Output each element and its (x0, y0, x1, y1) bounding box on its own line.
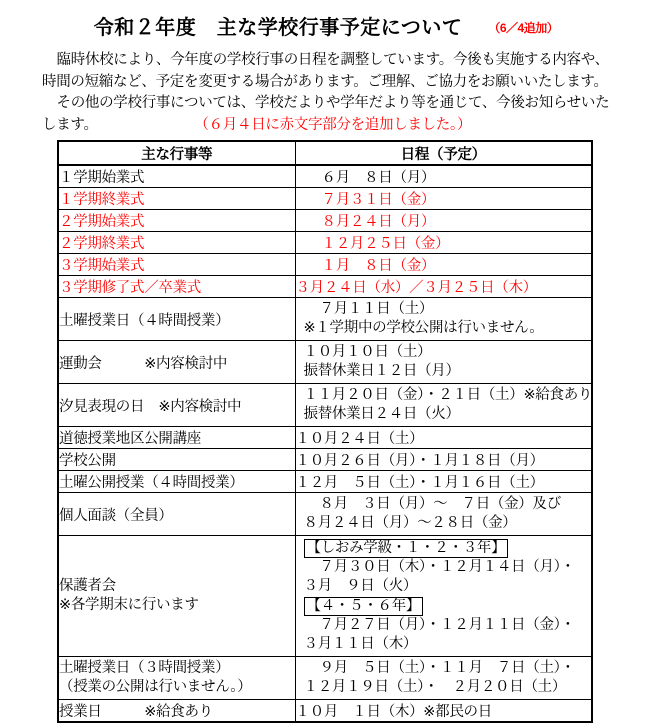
event-date-cell: １０月２４日（土） (295, 427, 592, 449)
column-header-date: 日程（予定） (295, 141, 592, 165)
table-row (58, 188, 592, 210)
event-date-cell (295, 657, 592, 700)
date-line: ７月１１日（土） (319, 301, 434, 317)
date-lines (296, 536, 592, 656)
event-date-cell (295, 536, 592, 657)
table-body (58, 165, 592, 722)
event-date-cell: ６月 ８日（月） (295, 165, 592, 188)
title-addition-note: （6／4追加） (488, 21, 559, 35)
event-name-cell: 個人面談（全員） (58, 493, 295, 536)
table-header (58, 141, 592, 165)
date-line: ※１学期中の学校公開は行いません。 (303, 320, 544, 336)
event-name-cell (58, 536, 295, 657)
event-name-cell: 授業日 ※給食あり (58, 700, 295, 723)
event-name-cell: ２学期終業式 (58, 232, 295, 254)
date-line: ９月 ５日（土）・１１月 ７日（土）・ (319, 660, 575, 676)
intro-paragraph (42, 50, 614, 136)
date-line: １０月１０日（土） (303, 344, 432, 360)
page-title (0, 11, 652, 40)
date-line: ３月１１日（木） (303, 636, 418, 652)
event-name-cell: 土曜公開授業（４時間授業） (58, 471, 295, 493)
date-line: ７月２７日（月）・１２月１１日（金）・ (319, 617, 575, 633)
table-row-parent-meeting (58, 536, 592, 657)
table-row (58, 700, 592, 723)
schedule-table (57, 140, 593, 723)
date-lines (296, 298, 592, 340)
event-name-cell (58, 657, 295, 700)
intro-line-1: 臨時休校により、今年度の学校行事の日程を調整しています。今後も実施する内容や、 (56, 52, 609, 68)
table-row (58, 471, 592, 493)
event-date-cell: １０月２６日（月）・１月１８日（月） (295, 449, 592, 471)
page-title-text: 令和２年度 主な学校行事予定について (93, 17, 463, 39)
event-date-cell (295, 493, 592, 536)
table-row (58, 384, 592, 427)
date-line: 振替休業日１２日（月） (303, 363, 460, 379)
date-line: １２月１９日（土）・ ２月２０日（土） (303, 679, 567, 695)
event-date-cell: ７月３１日（金） (295, 188, 592, 210)
group1-label-box (304, 538, 592, 558)
event-name-cell: ３学期始業式 (58, 254, 295, 276)
event-date-cell: １２月２５日（金） (295, 232, 592, 254)
table-row (58, 493, 592, 536)
event-name-cell: 土曜授業日（４時間授業） (58, 298, 295, 341)
event-date-cell (295, 384, 592, 427)
event-line: 土曜授業日（３時間授業） (59, 660, 230, 676)
date-line: ８月 ３日（月）～ ７日（金）及び (319, 496, 561, 512)
column-header-event: 主な行事等 (58, 141, 295, 165)
event-name-cell: ３学期修了式／卒業式 (58, 276, 295, 298)
table-row (58, 657, 592, 700)
event-name-cell: 汐見表現の日 ※内容検討中 (58, 384, 295, 427)
date-line: １１月２０日（金）・２１日（土）※給食あり (303, 387, 593, 403)
event-date-cell: ８月２４日（月） (295, 210, 592, 232)
event-date-cell (295, 298, 592, 341)
table-row (58, 276, 592, 298)
group2-label: 【４・５・６年】 (304, 597, 424, 616)
date-lines (296, 384, 592, 426)
event-line: 保護者会 (59, 578, 116, 594)
event-lines (59, 575, 295, 617)
table-row (58, 298, 592, 341)
event-date-cell: １月 ８日（金） (295, 254, 592, 276)
event-date-cell (295, 341, 592, 384)
event-name-cell: 学校公開 (58, 449, 295, 471)
event-date-cell: ３月２４日（水）／３月２５日（木） (295, 276, 592, 298)
event-name-cell: ２学期始業式 (58, 210, 295, 232)
intro-line-4 (42, 115, 614, 137)
intro-line-4-text: します。 (42, 116, 98, 133)
date-lines (296, 341, 592, 383)
event-date-cell: １２月 ５日（土）・１月１６日（土） (295, 471, 592, 493)
table-row (58, 449, 592, 471)
table-row (58, 165, 592, 188)
table-row (58, 232, 592, 254)
date-line: ８月２４日（月）～２８日（金） (303, 515, 517, 531)
date-line: 振替休業日２４日（火） (303, 406, 460, 422)
event-name-cell: １学期終業式 (58, 188, 295, 210)
schedule-table-wrapper (57, 140, 591, 723)
event-name-cell: １学期始業式 (58, 165, 295, 188)
event-line: ※各学期末に行います (59, 597, 199, 613)
event-lines (59, 657, 295, 699)
event-name-cell: 運動会 ※内容検討中 (58, 341, 295, 384)
event-name-cell: 道徳授業地区公開講座 (58, 427, 295, 449)
event-date-cell: １０月 １日（木）※都民の日 (295, 700, 592, 723)
event-line: （授業の公開は行いません。） (59, 679, 252, 695)
intro-red-note: （６月４日に赤文字部分を追加しました。） (201, 116, 472, 133)
date-line: ７月３０日（木）・１２月１４日（月）・ (319, 559, 575, 575)
intro-line-3: その他の学校行事については、学校だよりや学年だより等を通じて、今後お知らせいた (56, 95, 610, 111)
table-row (58, 427, 592, 449)
date-lines (296, 493, 592, 535)
date-lines (296, 657, 592, 699)
table-row (58, 254, 592, 276)
date-line: ３月 ９日（火） (303, 578, 418, 594)
table-row (58, 210, 592, 232)
table-row (58, 341, 592, 384)
intro-line-2: 時間の短縮など、予定を変更する場合があります。ご理解、ご協力をお願いいたします。 (42, 73, 608, 90)
group1-label: 【しおみ学級・１・２・３年】 (304, 539, 509, 558)
table-header-row (58, 141, 592, 165)
group2-label-box (304, 596, 592, 616)
